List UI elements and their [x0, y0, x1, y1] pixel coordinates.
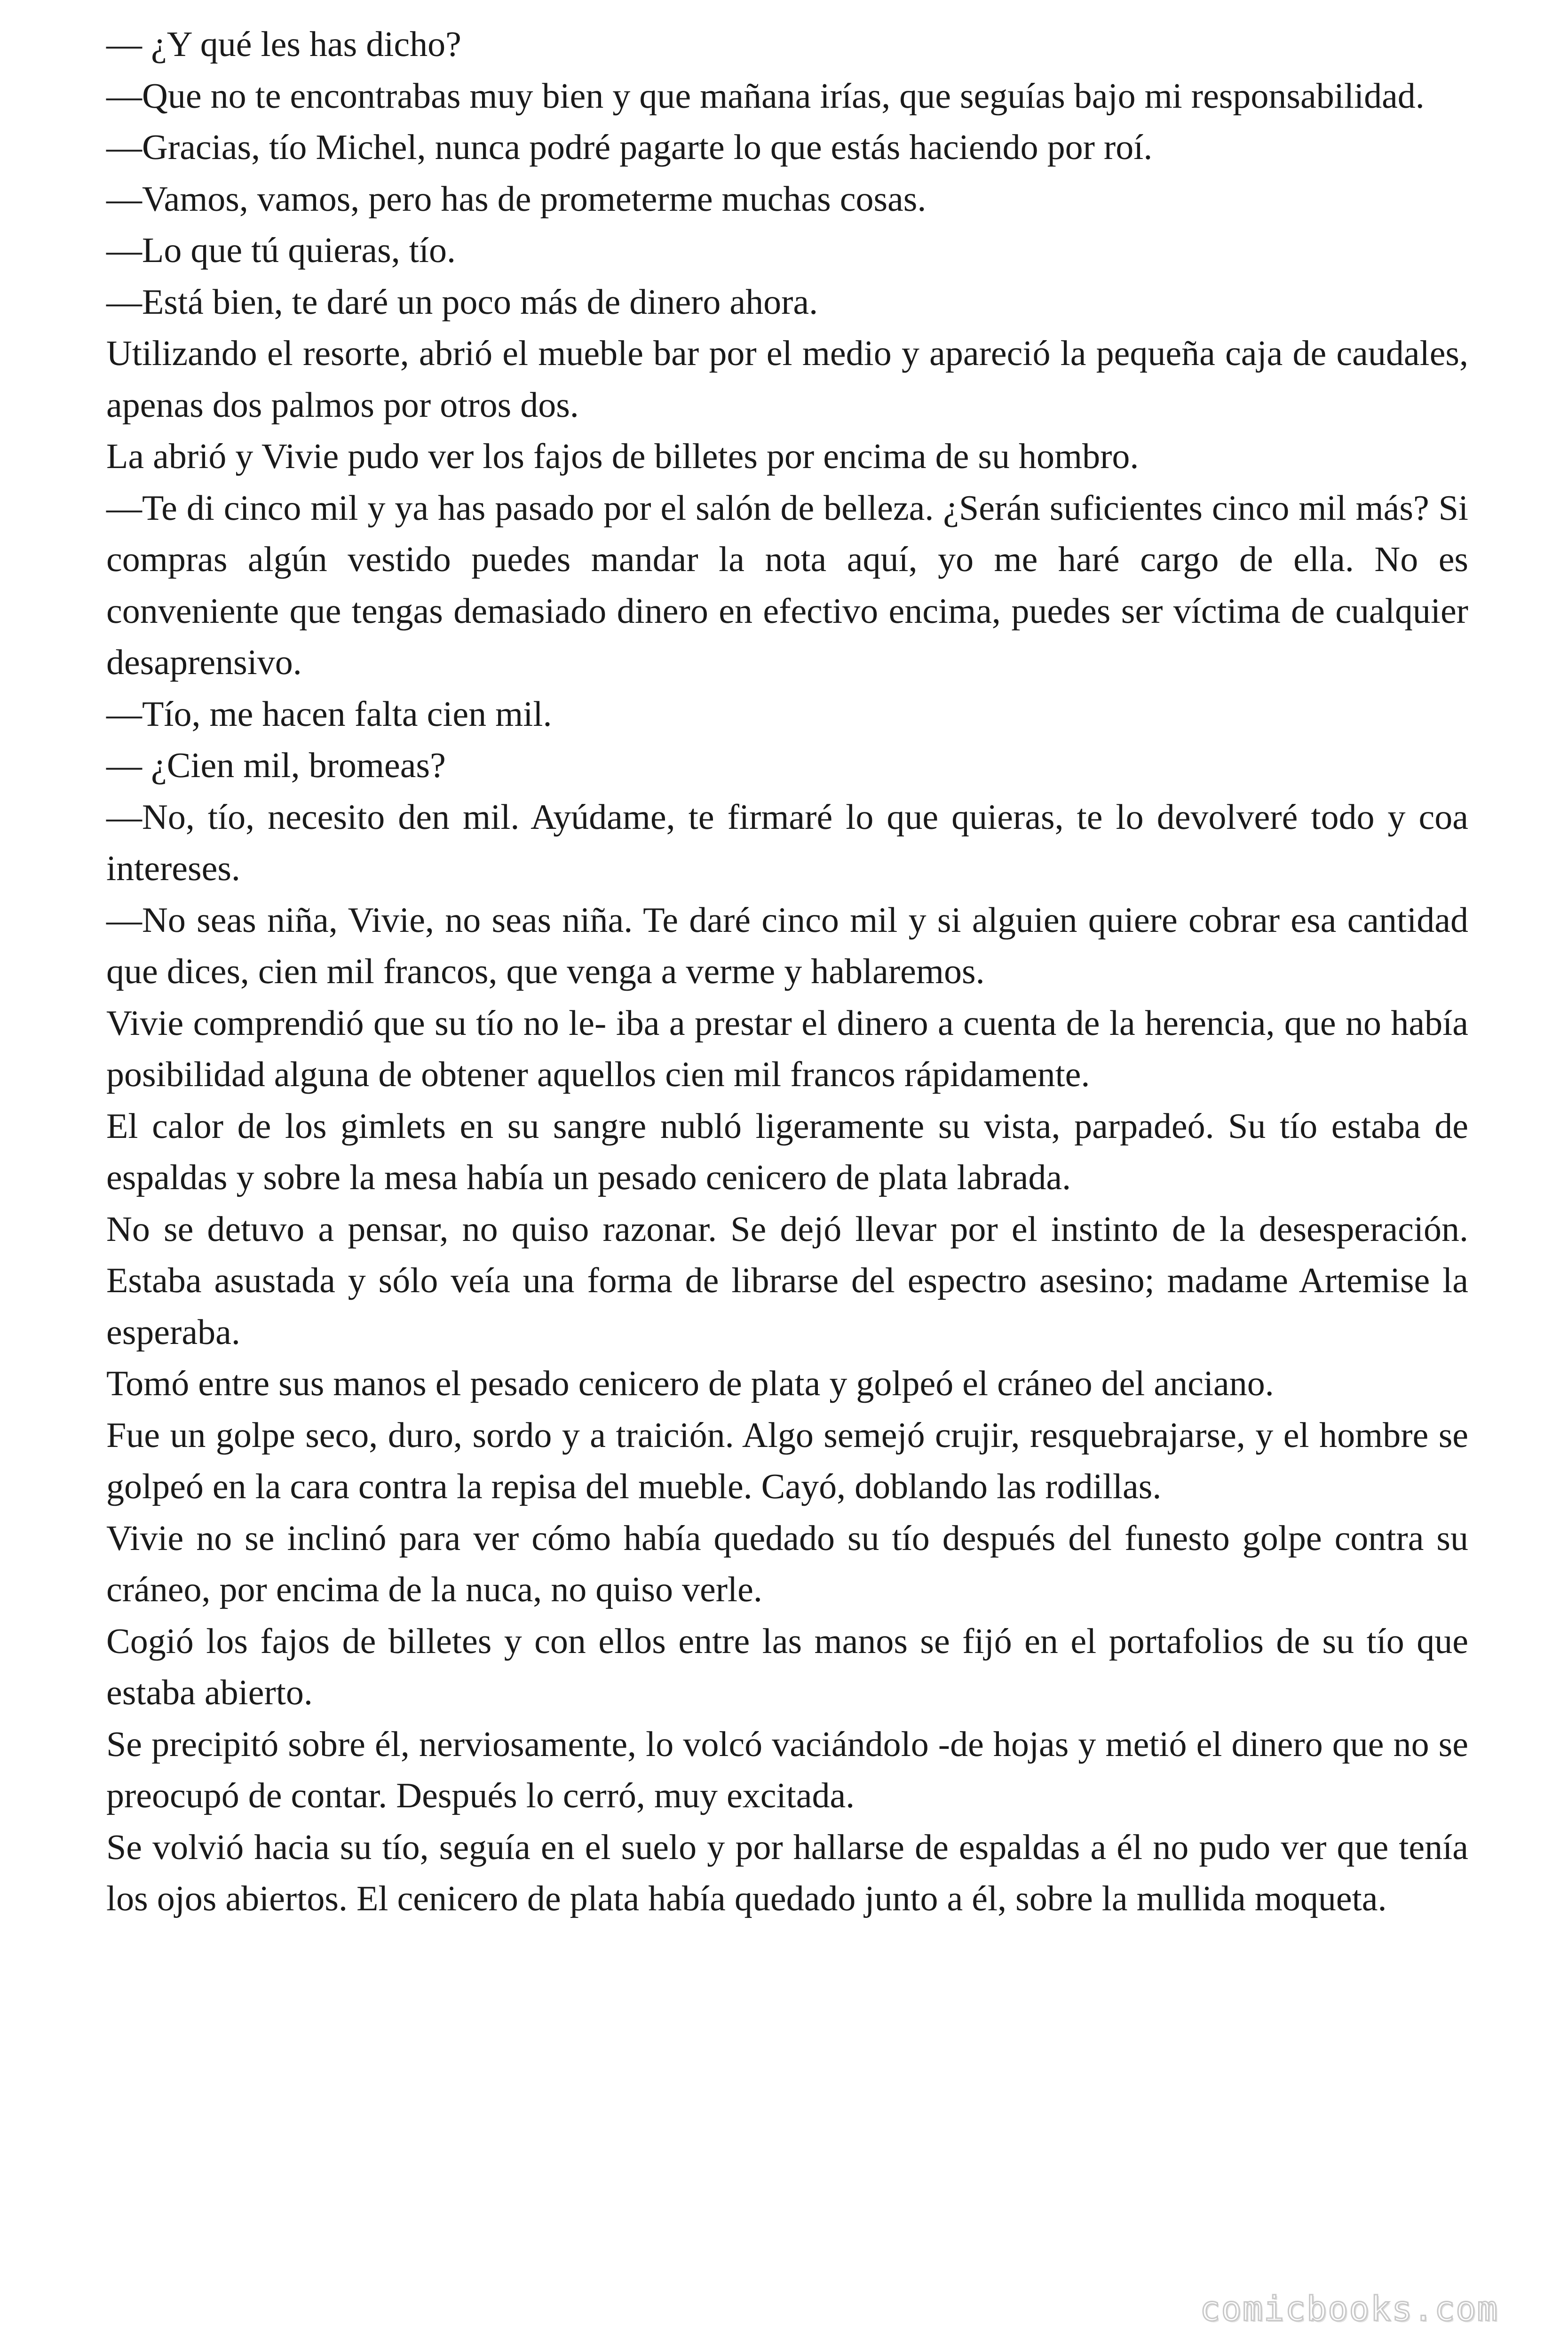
paragraph: — ¿Cien mil, bromeas?	[106, 746, 446, 785]
paragraph: Se precipitó sobre él, nerviosamente, lo volcó vaciándolo -de hojas y metió el dinero que no se preocupó de contar. Después lo cerró, muy excitada.	[106, 1724, 1468, 1815]
paragraph: —Gracias, tío Michel, nunca podré pagarte lo que estás haciendo por roí.	[106, 127, 1153, 167]
paragraph: Se volvió hacia su tío, seguía en el suelo y por hallarse de espaldas a él no pudo ver que tenía los ojos abiertos. El cenicero de plata había quedado junto a él, sobre la mullida moqueta.	[106, 1827, 1468, 1918]
paragraph: La abrió y Vivie pudo ver los fajos de billetes por encima de su hombro.	[106, 437, 1139, 476]
paragraph: El calor de los gimlets en su sangre nubló ligeramente su vista, parpadeó. Su tío estaba de espaldas y sobre la mesa había un pesado cenicero de plata labrada.	[106, 1106, 1468, 1197]
paragraph: —No, tío, necesito den mil. Ayúdame, te firmaré lo que quieras, te lo devolveré todo y coa intereses.	[106, 797, 1468, 888]
paragraph: —Vamos, vamos, pero has de prometerme muchas cosas.	[106, 179, 927, 219]
paragraph: —Lo que tú quieras, tío.	[106, 230, 456, 270]
paragraph: Vivie no se inclinó para ver cómo había quedado su tío después del funesto golpe contra su cráneo, por encima de la nuca, no quiso verle.	[106, 1518, 1468, 1609]
paragraph: No se detuvo a pensar, no quiso razonar. Se dejó llevar por el instinto de la desesperación. Estaba asustada y sólo veía una forma de librarse del espectro asesino; madame Artemise la esperaba.	[106, 1209, 1468, 1352]
paragraph: Vivie comprendió que su tío no le- iba a prestar el dinero a cuenta de la herencia, que no había posibilidad alguna de obtener aquellos cien mil francos rápidamente.	[106, 1003, 1468, 1094]
paragraph: Tomó entre sus manos el pesado cenicero de plata y golpeó el cráneo del anciano.	[106, 1364, 1274, 1403]
watermark: comicbooks.com	[1200, 2289, 1498, 2328]
paragraph: —No seas niña, Vivie, no seas niña. Te daré cinco mil y si alguien quiere cobrar esa cantidad que dices, cien mil francos, que venga a verme y hablaremos.	[106, 900, 1468, 991]
paragraph: Fue un golpe seco, duro, sordo y a traición. Algo semejó crujir, resquebrajarse, y el hombre se golpeó en la cara contra la repisa del mueble. Cayó, doblando las rodillas.	[106, 1415, 1468, 1506]
paragraph: —Está bien, te daré un poco más de dinero ahora.	[106, 282, 818, 322]
paragraph: —Tío, me hacen falta cien mil.	[106, 694, 552, 734]
paragraph: Utilizando el resorte, abrió el mueble bar por el medio y apareció la pequeña caja de caudales, apenas dos palmos por otros dos.	[106, 334, 1468, 425]
paragraph: Cogió los fajos de billetes y con ellos entre las manos se fijó en el portafolios de su tío que estaba abierto.	[106, 1621, 1468, 1712]
paragraph: —Que no te encontrabas muy bien y que mañana irías, que seguías bajo mi responsabilidad.	[106, 76, 1425, 116]
paragraph: — ¿Y qué les has dicho?	[106, 24, 461, 64]
paragraph: —Te di cinco mil y ya has pasado por el salón de belleza. ¿Serán suficientes cinco mil más? Si compras algún vestido puedes mandar la nota aquí, yo me haré cargo de ella. No es conveniente que tengas demasiado dinero en efectivo encima, puedes ser víctima de cualquier desaprensivo.	[106, 488, 1468, 682]
body-text	[106, 19, 1468, 1925]
